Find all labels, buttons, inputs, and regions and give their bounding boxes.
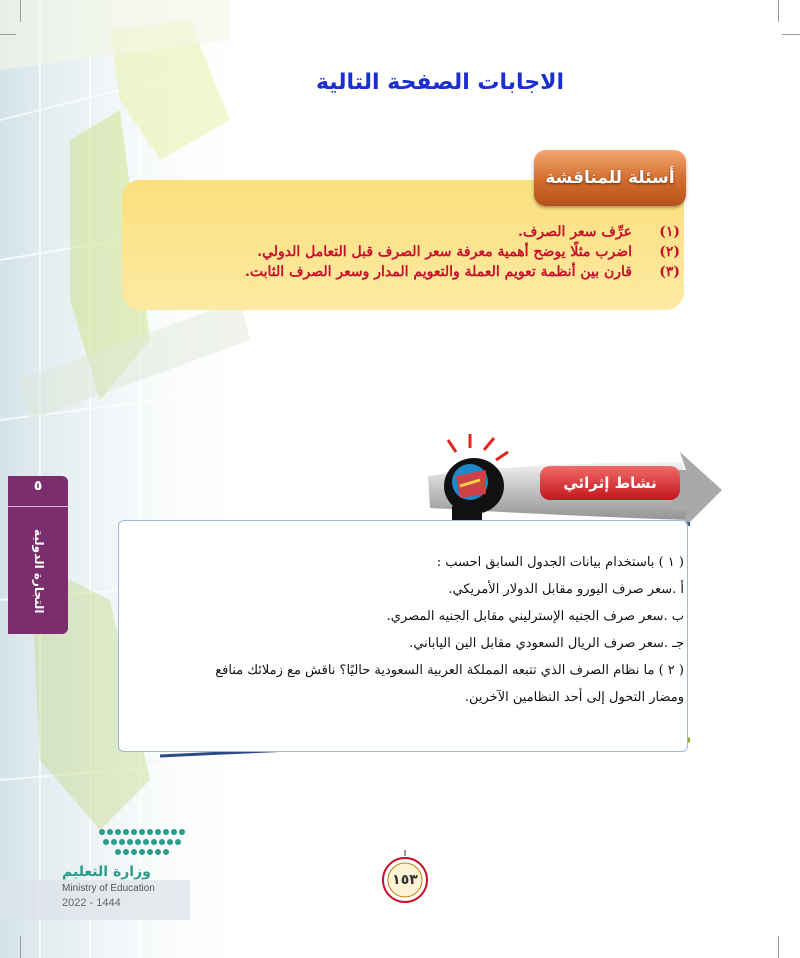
activity-content: [136, 549, 684, 711]
chapter-title: التجارة الدولية: [32, 528, 46, 614]
ministry-year: 2022 - 1444: [62, 897, 121, 909]
discussion-header: أسئلة للمناقشة: [534, 150, 686, 206]
list-item: ( ٢ ) ما نظام الصرف الذي تتبعه المملكة العربية السعودية حاليًا؟ ناقش مع زملائك منافع: [215, 663, 684, 678]
list-item: جـ .سعر صرف الريال السعودي مقابل الين الياباني.: [409, 636, 684, 651]
list-item: ومضار التحول إلى أحد النظامين الآخرين.: [464, 690, 684, 705]
crop-mark: [20, 936, 21, 958]
crop-mark: [778, 936, 779, 958]
list-item: (٣)قارن بين أنظمة تعويم العملة والتعويم المدار وسعر الصرف الثابت.: [244, 264, 680, 280]
page-title: الاجابات الصفحة التالية: [315, 70, 565, 95]
list-item: (٢)اضرب مثلًا يوضح أهمية معرفة سعر الصرف قبل التعامل الدولي.: [257, 244, 680, 260]
divider: [8, 506, 68, 507]
crop-mark: [778, 0, 779, 22]
list-item: أ .سعر صرف اليورو مقابل الدولار الأمريكي.: [448, 582, 684, 597]
list-item: ب .سعر صرف الجنيه الإسترليني مقابل الجنيه المصري.: [386, 609, 684, 624]
list-item: ( ١ ) باستخدام بيانات الجدول السابق احسب :: [436, 555, 684, 570]
unit-number: ٥: [33, 478, 43, 494]
activity-header: نشاط إثرائي: [540, 466, 680, 500]
discussion-questions: [200, 222, 680, 282]
page-number: ١٥٣: [392, 872, 418, 888]
crop-mark: [782, 34, 800, 35]
crop-mark: [0, 34, 16, 35]
ministry-name-ar: وزارة التعليم: [62, 864, 151, 880]
ministry-name-en: Ministry of Education: [62, 883, 155, 894]
crop-mark: [20, 0, 21, 22]
list-item: (١)عرِّف سعر الصرف.: [518, 224, 680, 240]
